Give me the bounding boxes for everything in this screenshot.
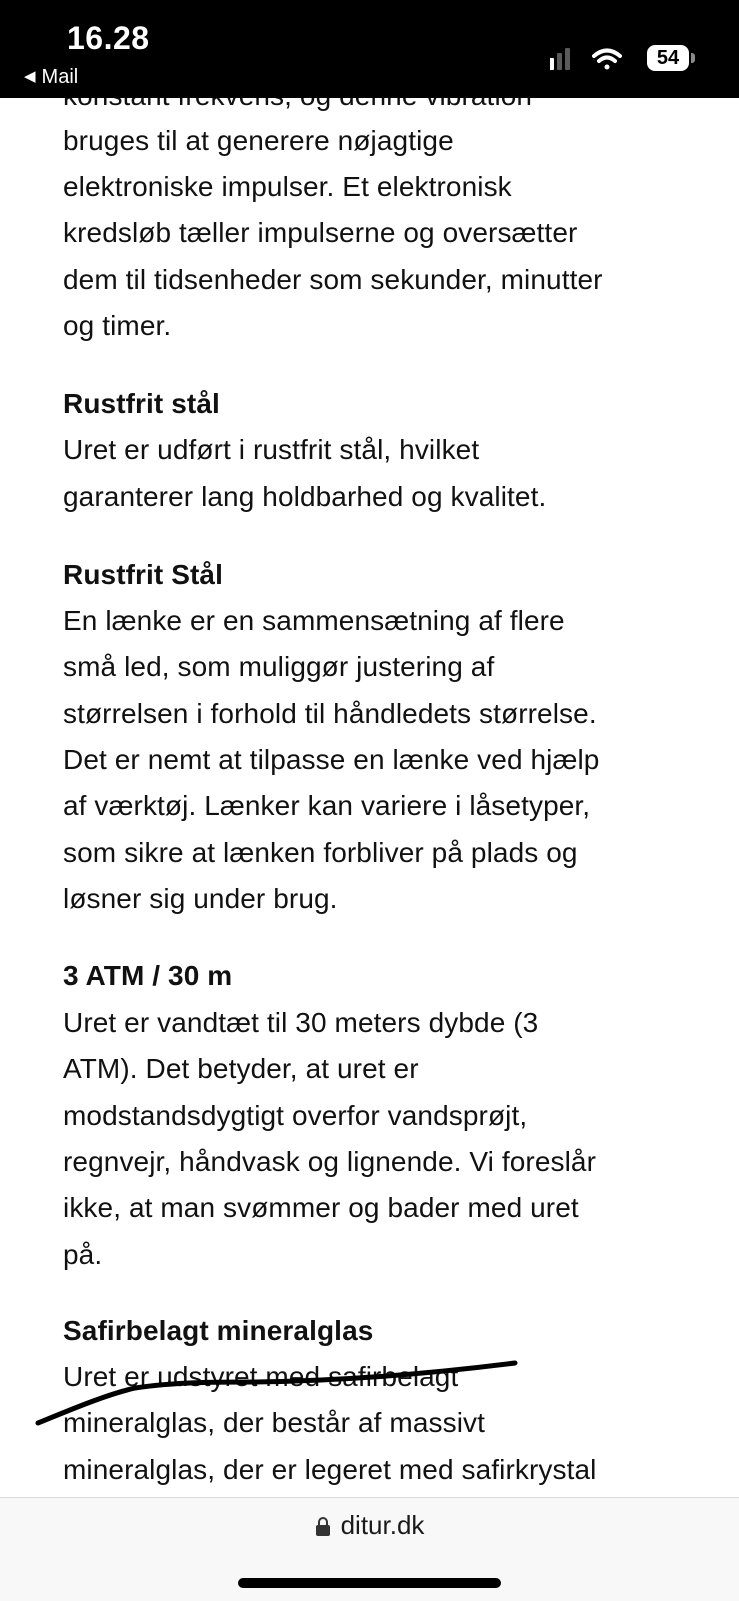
- wifi-icon: [594, 51, 620, 70]
- section-line: Uret er vandtæt til 30 meters dybde (3: [63, 1007, 539, 1038]
- section-line: som sikre at lænken forbliver på plads og: [63, 837, 578, 868]
- section-line: Det er nemt at tilpasse en lænke ved hjælp: [63, 744, 600, 775]
- status-bar: [0, 0, 739, 98]
- section-heading-rustfrit-stal: Rustfrit stål: [63, 388, 220, 419]
- intro-line: dem til tidsenheder som sekunder, minutter: [63, 264, 603, 295]
- section-line: på.: [63, 1239, 103, 1270]
- section-line: løsner sig under brug.: [63, 883, 338, 914]
- section-line-struck: Uret er udstyret med safirbelagt: [63, 1361, 459, 1392]
- section-line: garanterer lang holdbarhed og kvalitet.: [63, 481, 547, 512]
- status-time: 16.28: [67, 20, 150, 56]
- section-line: regnvejr, håndvask og lignende. Vi foreslår: [63, 1146, 597, 1177]
- section-line: En lænke er en sammensætning af flere: [63, 605, 565, 636]
- section-line: ikke, at man svømmer og bader med uret: [63, 1192, 579, 1223]
- intro-line: kredsløb tæller impulserne og oversætter: [63, 217, 578, 248]
- section-line: mineralglas, der er legeret med safirkrystal: [63, 1454, 597, 1485]
- section-line: af værktøj. Lænker kan variere i låsetyper,: [63, 790, 591, 821]
- back-label: Mail: [41, 66, 79, 88]
- intro-line: bruges til at generere nøjagtige: [63, 125, 454, 156]
- lock-icon: [315, 1516, 331, 1537]
- home-indicator[interactable]: [238, 1578, 501, 1588]
- section-heading-water-resistance: 3 ATM / 30 m: [63, 960, 233, 991]
- back-arrow-icon: ◀: [24, 68, 36, 85]
- battery-icon: 54: [647, 45, 689, 71]
- url-text: ditur.dk: [340, 1510, 425, 1540]
- section-line: modstandsdygtigt overfor vandsprøjt,: [63, 1100, 528, 1131]
- browser-url-bar[interactable]: [0, 1497, 739, 1601]
- section-line: mineralglas, der består af massivt: [63, 1407, 486, 1438]
- intro-line: elektroniske impulser. Et elektronisk: [63, 171, 512, 202]
- intro-line: og timer.: [63, 310, 172, 341]
- section-line: små led, som muliggør justering af: [63, 651, 495, 682]
- section-heading-mineralglas: Safirbelagt mineralglas: [63, 1315, 374, 1346]
- battery-cap: [691, 53, 695, 63]
- section-line: størrelsen i forhold til håndledets størrelse.: [63, 698, 597, 729]
- cellular-signal-icon: [550, 48, 570, 70]
- back-to-mail-link[interactable]: [24, 66, 78, 89]
- section-line: ATM). Det betyder, at uret er: [63, 1053, 419, 1084]
- url-field[interactable]: [0, 1510, 739, 1541]
- section-line: Uret er udført i rustfrit stål, hvilket: [63, 434, 480, 465]
- section-heading-rustfrit-stal-2: Rustfrit Stål: [63, 559, 223, 590]
